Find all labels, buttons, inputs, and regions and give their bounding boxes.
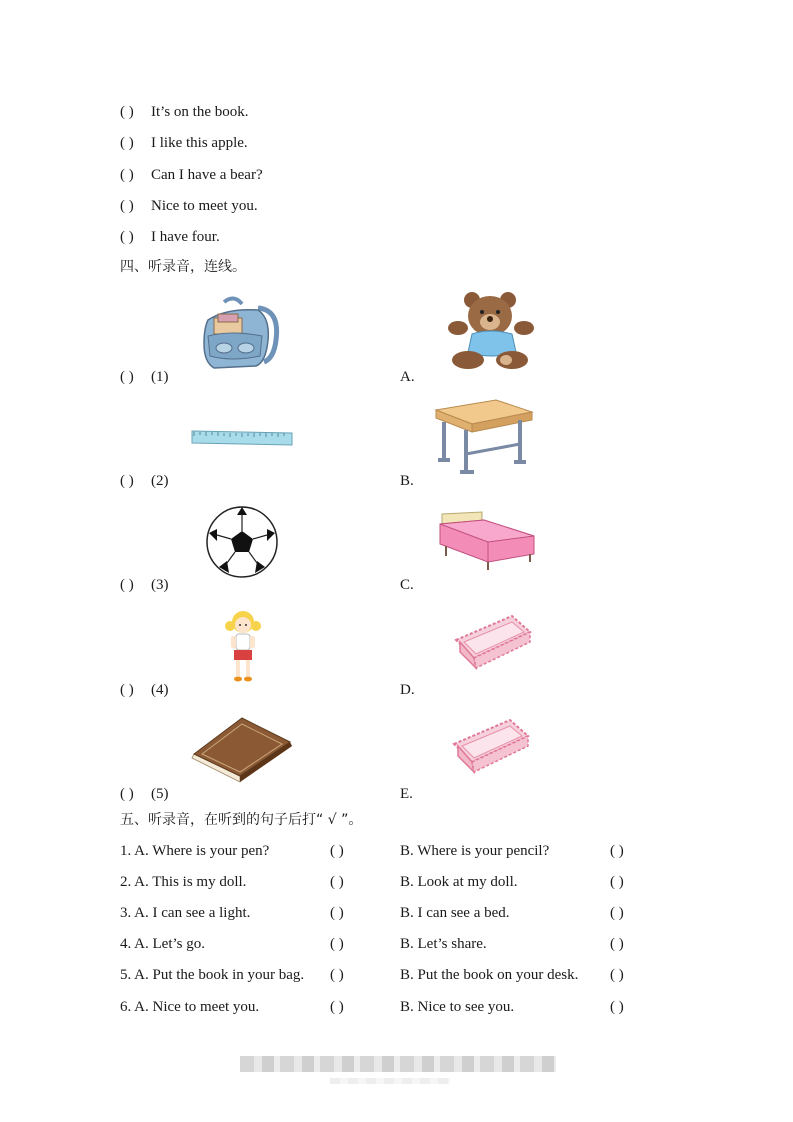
answer-paren[interactable]: ( ) bbox=[120, 104, 134, 120]
match-number: (3) bbox=[151, 577, 169, 593]
book-icon bbox=[188, 716, 294, 786]
school-bag-icon bbox=[196, 296, 286, 372]
option-b-text: B. Put the book on your desk. bbox=[400, 967, 579, 983]
match-letter: A. bbox=[400, 369, 415, 385]
match-number: (5) bbox=[151, 786, 169, 802]
option-b-paren[interactable]: ( ) bbox=[610, 874, 624, 890]
match-letter: D. bbox=[400, 682, 415, 698]
match-paren[interactable]: ( ) bbox=[120, 682, 134, 698]
option-a-text: 5. A. Put the book in your bag. bbox=[120, 967, 305, 983]
match-paren[interactable]: ( ) bbox=[120, 473, 134, 489]
option-b-text: B. Let’s share. bbox=[400, 936, 487, 952]
blurred-footer-watermark bbox=[240, 1056, 556, 1072]
option-b-paren[interactable]: ( ) bbox=[610, 843, 624, 859]
option-a-paren[interactable]: ( ) bbox=[330, 905, 344, 921]
option-b-paren[interactable]: ( ) bbox=[610, 999, 624, 1015]
option-a-paren[interactable]: ( ) bbox=[330, 843, 344, 859]
option-b-paren[interactable]: ( ) bbox=[610, 936, 624, 952]
pencil-box-icon bbox=[452, 612, 534, 670]
option-a-text: 6. A. Nice to meet you. bbox=[120, 999, 260, 1015]
pencil-box-icon bbox=[450, 716, 532, 774]
answer-paren[interactable]: ( ) bbox=[120, 135, 134, 151]
match-paren[interactable]: ( ) bbox=[120, 577, 134, 593]
option-b-paren[interactable]: ( ) bbox=[610, 905, 624, 921]
option-b-text: B. Look at my doll. bbox=[400, 874, 518, 890]
option-a-text: 4. A. Let’s go. bbox=[120, 936, 205, 952]
answer-paren[interactable]: ( ) bbox=[120, 198, 134, 214]
option-a-text: 2. A. This is my doll. bbox=[120, 874, 247, 890]
section5-title: 五、听录音，在听到的句子后打“ √ ”。 bbox=[120, 812, 363, 828]
option-a-paren[interactable]: ( ) bbox=[330, 874, 344, 890]
teddy-bear-icon bbox=[446, 290, 538, 372]
option-a-text: 1. A. Where is your pen? bbox=[120, 843, 270, 859]
section4-title: 四、听录音，连线。 bbox=[120, 259, 246, 275]
match-number: (1) bbox=[151, 369, 169, 385]
option-b-text: B. Where is your pencil? bbox=[400, 843, 550, 859]
ruler-icon bbox=[190, 426, 294, 448]
girl-doll-icon bbox=[222, 606, 264, 686]
match-paren[interactable]: ( ) bbox=[120, 786, 134, 802]
match-number: (2) bbox=[151, 473, 169, 489]
sentence-text: I have four. bbox=[151, 229, 220, 245]
option-a-text: 3. A. I can see a light. bbox=[120, 905, 251, 921]
match-number: (4) bbox=[151, 682, 169, 698]
option-a-paren[interactable]: ( ) bbox=[330, 936, 344, 952]
sentence-text: I like this apple. bbox=[151, 135, 248, 151]
blurred-footer-watermark bbox=[330, 1078, 450, 1084]
sentence-text: Can I have a bear? bbox=[151, 167, 263, 183]
option-b-text: B. Nice to see you. bbox=[400, 999, 515, 1015]
option-a-paren[interactable]: ( ) bbox=[330, 967, 344, 983]
match-letter: C. bbox=[400, 577, 414, 593]
answer-paren[interactable]: ( ) bbox=[120, 229, 134, 245]
sentence-text: Nice to meet you. bbox=[151, 198, 258, 214]
match-letter: E. bbox=[400, 786, 413, 802]
match-paren[interactable]: ( ) bbox=[120, 369, 134, 385]
desk-icon bbox=[432, 396, 536, 478]
option-a-paren[interactable]: ( ) bbox=[330, 999, 344, 1015]
bed-icon bbox=[436, 510, 538, 572]
match-letter: B. bbox=[400, 473, 414, 489]
option-b-paren[interactable]: ( ) bbox=[610, 967, 624, 983]
sentence-text: It’s on the book. bbox=[151, 104, 249, 120]
answer-paren[interactable]: ( ) bbox=[120, 167, 134, 183]
option-b-text: B. I can see a bed. bbox=[400, 905, 510, 921]
soccer-ball-icon bbox=[205, 505, 279, 579]
